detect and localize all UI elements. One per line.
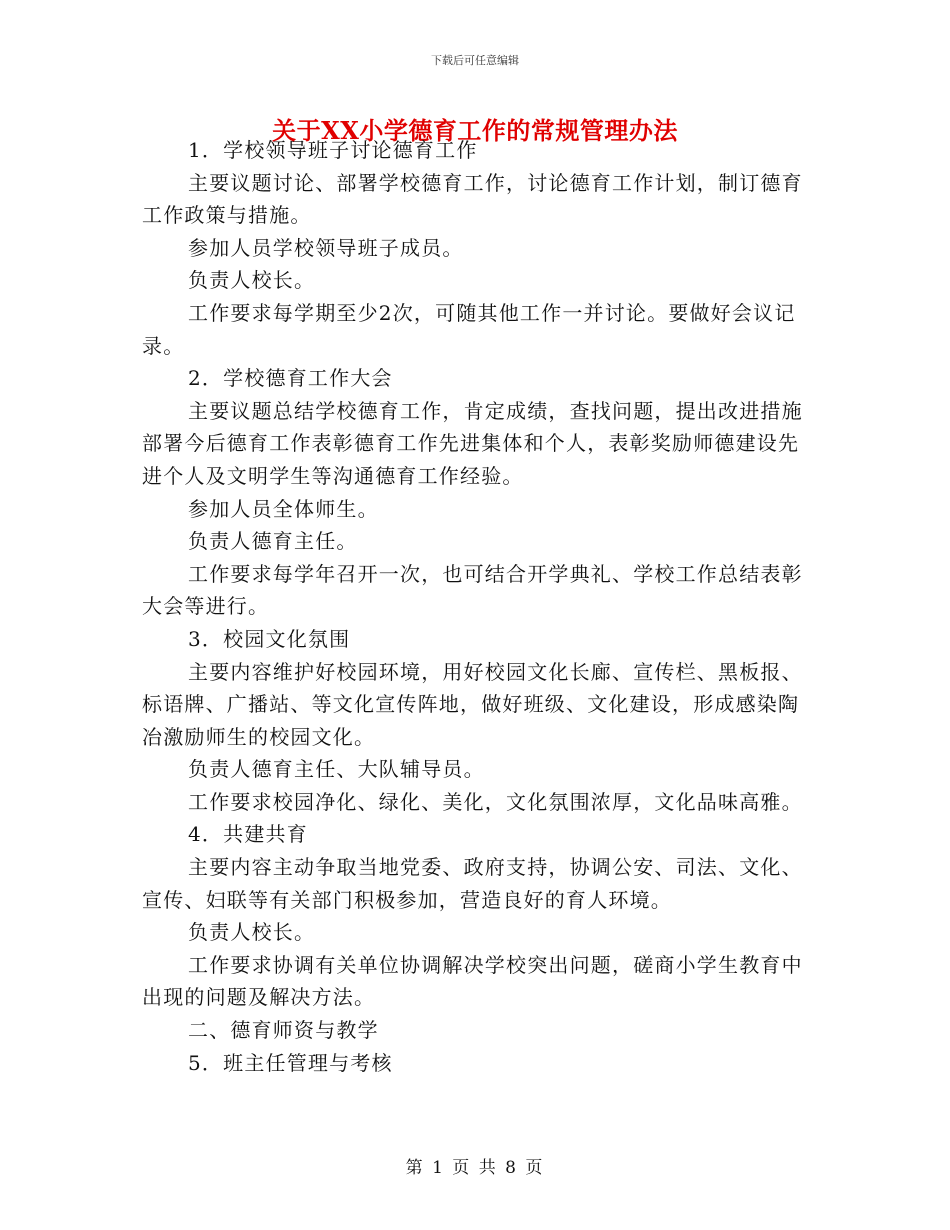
document-body <box>142 134 808 1079</box>
paragraph: 工作要求校园净化、绿化、美化，文化氛围浓厚，文化品味高雅。 <box>188 789 803 814</box>
paragraph: 1．学校领导班子讨论德育工作 <box>188 138 478 162</box>
paragraph: 3．校园文化氛围 <box>188 626 351 651</box>
paragraph: 主要议题讨论、部署学校德育工作，讨论德育工作计划，制订德育工作政策与措施。 <box>142 170 803 228</box>
paragraph: 负责人校长。 <box>188 268 316 293</box>
paragraph: 5．班主任管理与考核 <box>188 1050 393 1075</box>
paragraph: 负责人校长。 <box>188 920 316 945</box>
paragraph: 4．共建共育 <box>188 822 308 847</box>
page-header: 下载后可任意编辑 <box>431 54 519 67</box>
paragraph: 主要议题总结学校德育工作，肯定成绩，查找问题，提出改进措施部署今后德育工作表彰德育工作先进集体和个人，表彰奖励师德建设先进个人及文明学生等沟通德育工作经验。 <box>142 398 803 488</box>
paragraph: 负责人德育主任。 <box>188 529 358 554</box>
paragraph: 二、德育师资与教学 <box>188 1018 379 1043</box>
page-footer: 第 1 页 共 8 页 <box>405 1158 545 1178</box>
paragraph: 参加人员全体师生。 <box>188 496 379 521</box>
document-title: 关于XX小学德育工作的常规管理办法 <box>272 116 678 145</box>
paragraph: 主要内容主动争取当地党委、政府支持，协调公安、司法、文化、宣传、妇联等有关部门积极参加，营造良好的育人环境。 <box>142 855 803 912</box>
paragraph: 工作要求每学年召开一次，也可结合开学典礼、学校工作总结表彰大会等进行。 <box>142 561 803 619</box>
paragraph: 工作要求每学期至少2次，可随其他工作一并讨论。要做好会议记录。 <box>142 300 796 358</box>
paragraph: 负责人德育主任、大队辅导员。 <box>188 757 485 782</box>
paragraph: 工作要求协调有关单位协调解决学校突出问题，磋商小学生教育中出现的问题及解决方法。 <box>142 952 803 1010</box>
paragraph: 2．学校德育工作大会 <box>188 366 393 391</box>
paragraph: 参加人员学校领导班子成员。 <box>188 235 464 260</box>
paragraph: 主要内容维护好校园环境，用好校园文化长廊、宣传栏、黑板报、标语牌、广播站、等文化宣传阵地，做好班级、文化建设，形成感染陶冶激励师生的校园文化。 <box>142 659 803 749</box>
